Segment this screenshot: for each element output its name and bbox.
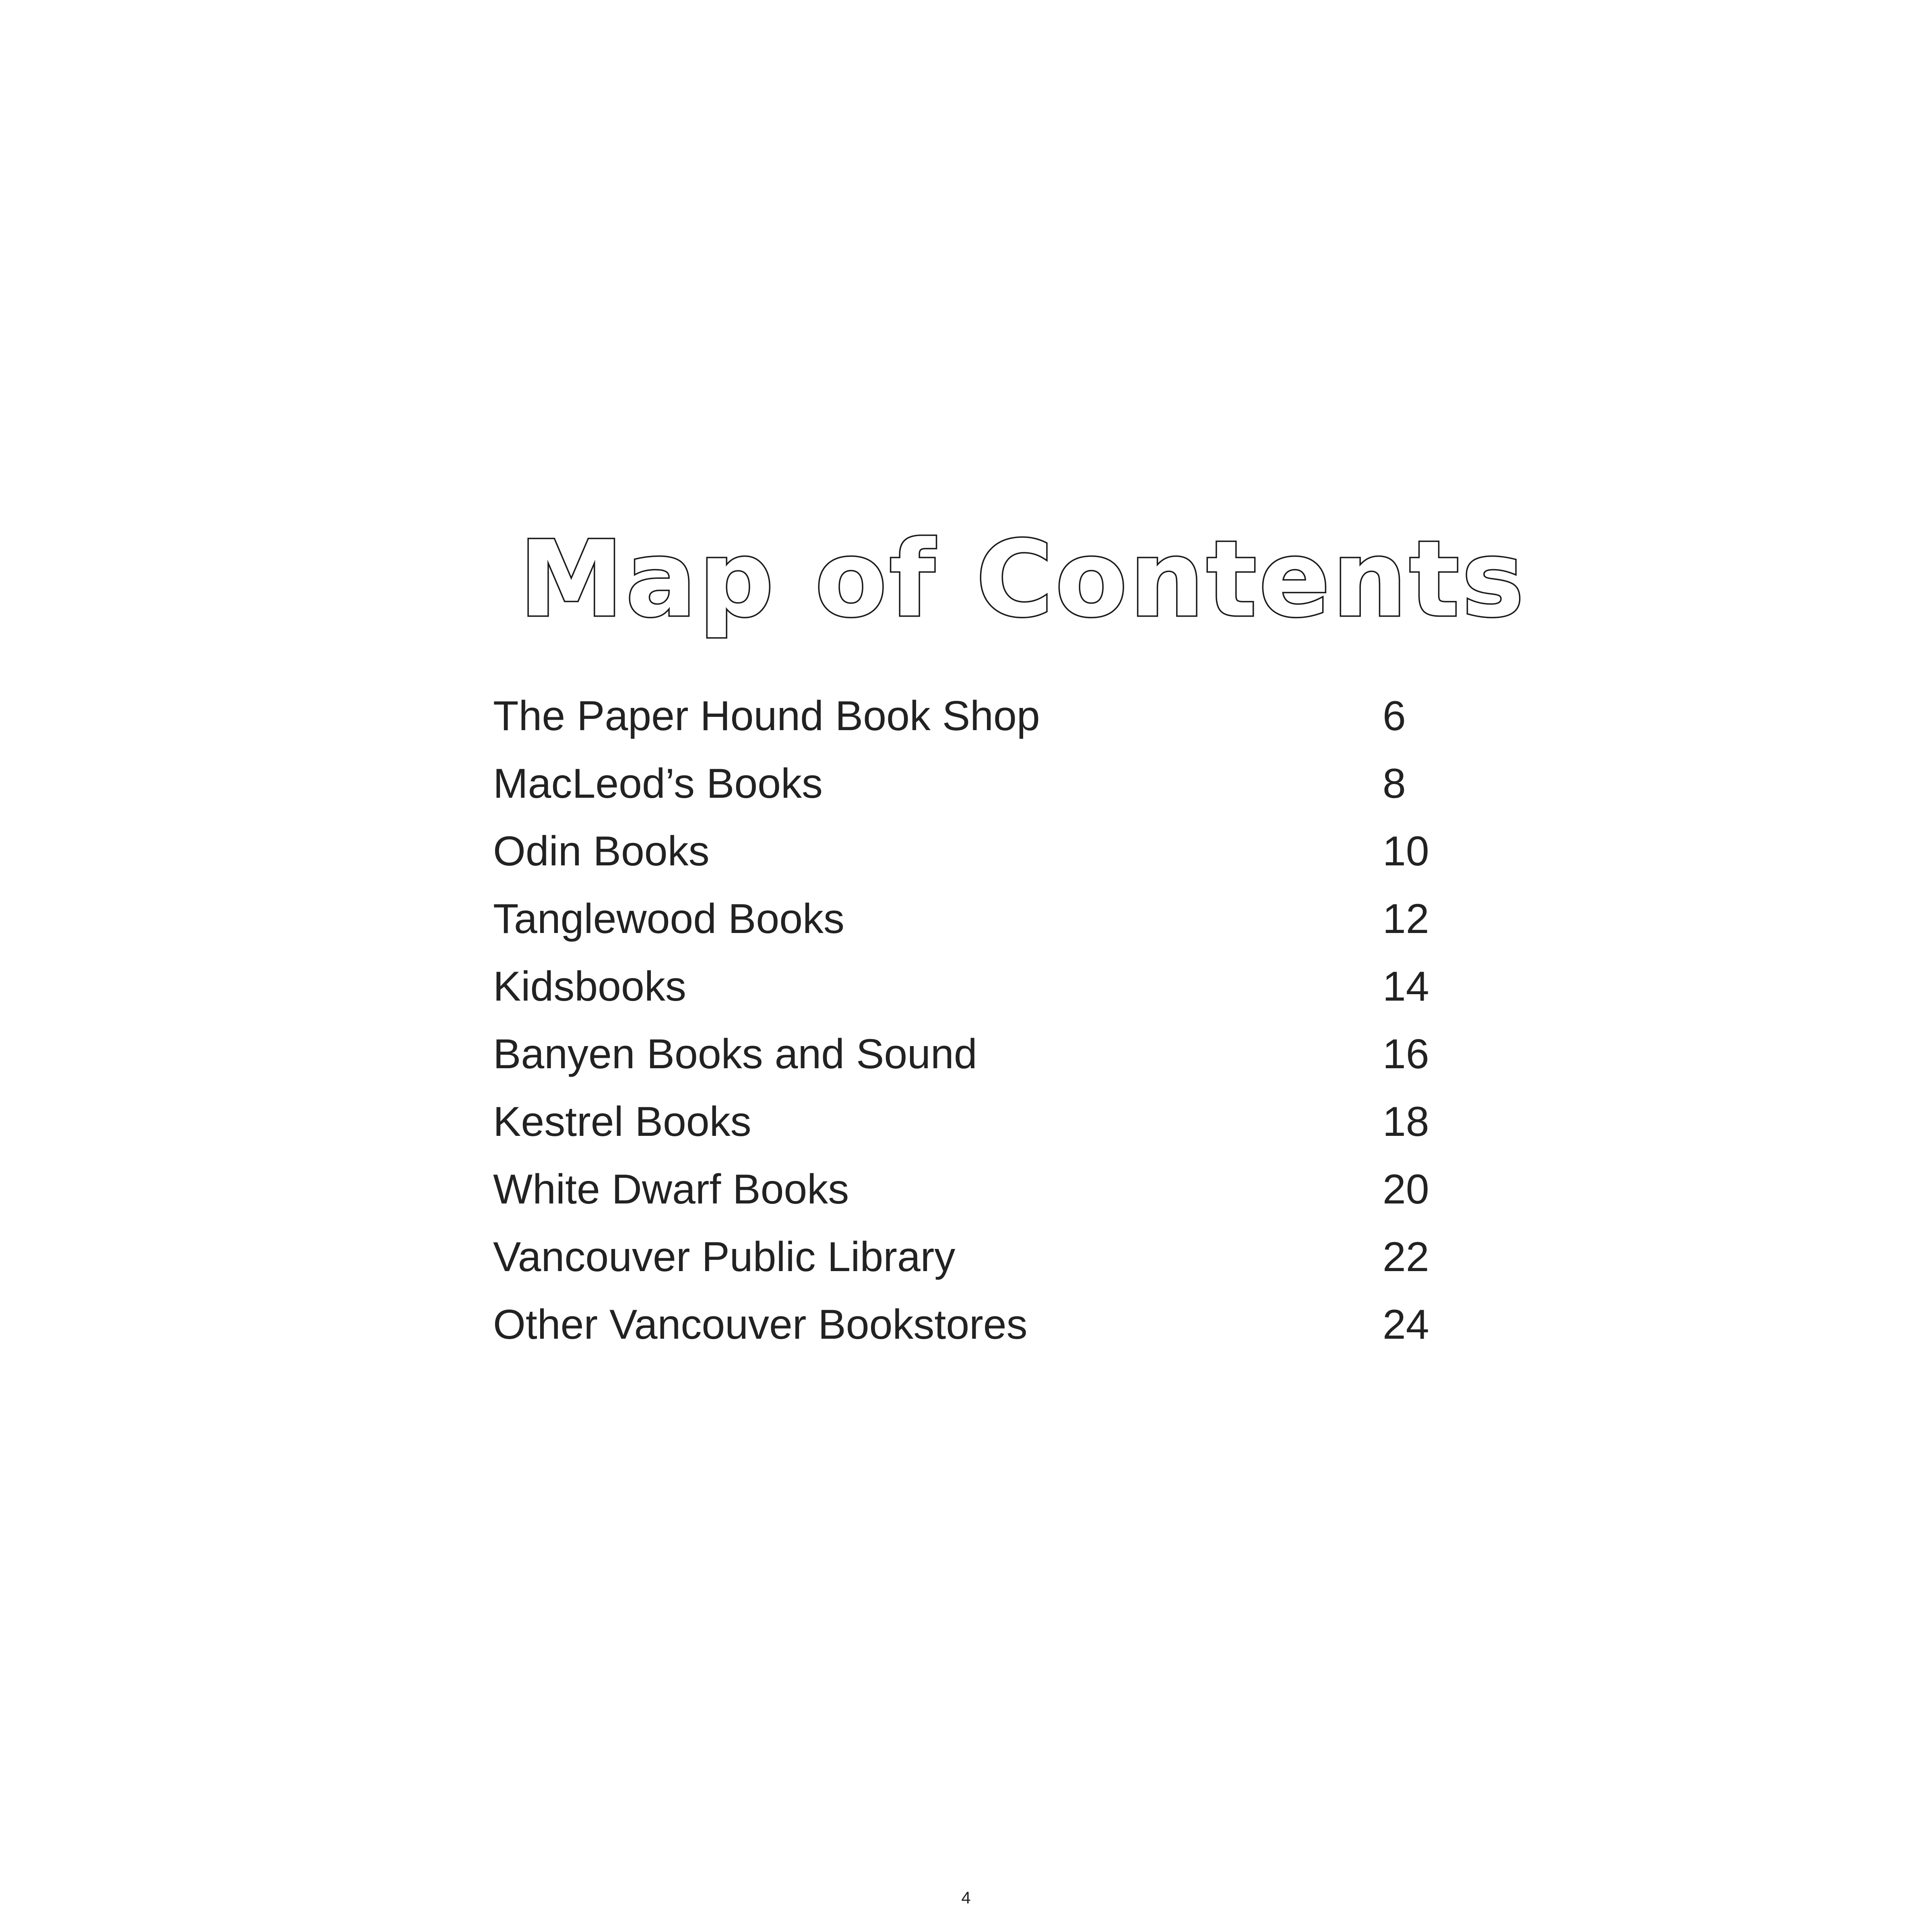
- toc-entry: [493, 817, 1439, 885]
- toc-entry-name: Tanglewood Books: [493, 896, 845, 942]
- toc-entry-page: 10: [1383, 828, 1429, 875]
- toc-entry: [493, 1291, 1439, 1358]
- toc-entry: [493, 1088, 1439, 1156]
- toc-entry-page: 12: [1383, 896, 1429, 942]
- toc-entry-page: 16: [1383, 1031, 1429, 1077]
- toc-entry-page: 8: [1383, 760, 1406, 807]
- toc-entry-page: 24: [1383, 1301, 1429, 1348]
- toc-entry-name: Vancouver Public Library: [493, 1234, 956, 1280]
- toc-entry-page: 20: [1383, 1166, 1429, 1213]
- toc-entry: [493, 1020, 1439, 1088]
- toc-entry-name: Other Vancouver Bookstores: [493, 1301, 1028, 1348]
- toc-entry-page: 22: [1383, 1234, 1429, 1280]
- toc-entry-name: White Dwarf Books: [493, 1166, 849, 1213]
- toc-entry-name: Kestrel Books: [493, 1098, 751, 1145]
- toc-entry-name: MacLeod’s Books: [493, 760, 823, 807]
- toc-entry-page: 18: [1383, 1098, 1429, 1145]
- toc-entry-page: 6: [1383, 693, 1406, 739]
- toc-entry: [493, 750, 1439, 817]
- toc-entry: [493, 682, 1439, 750]
- toc-entry-name: Kidsbooks: [493, 963, 686, 1010]
- toc-entry: [493, 1223, 1439, 1291]
- page-title: Map of Contents: [519, 519, 1527, 640]
- toc-entry: [493, 1156, 1439, 1223]
- table-of-contents: [493, 682, 1439, 1358]
- toc-entry: [493, 885, 1439, 953]
- toc-entry: [493, 953, 1439, 1020]
- toc-entry-name: Odin Books: [493, 828, 710, 875]
- toc-entry-name: The Paper Hound Book Shop: [493, 693, 1040, 739]
- toc-entry-page: 14: [1383, 963, 1429, 1010]
- toc-entry-name: Banyen Books and Sound: [493, 1031, 977, 1077]
- page-number: 4: [961, 1888, 971, 1907]
